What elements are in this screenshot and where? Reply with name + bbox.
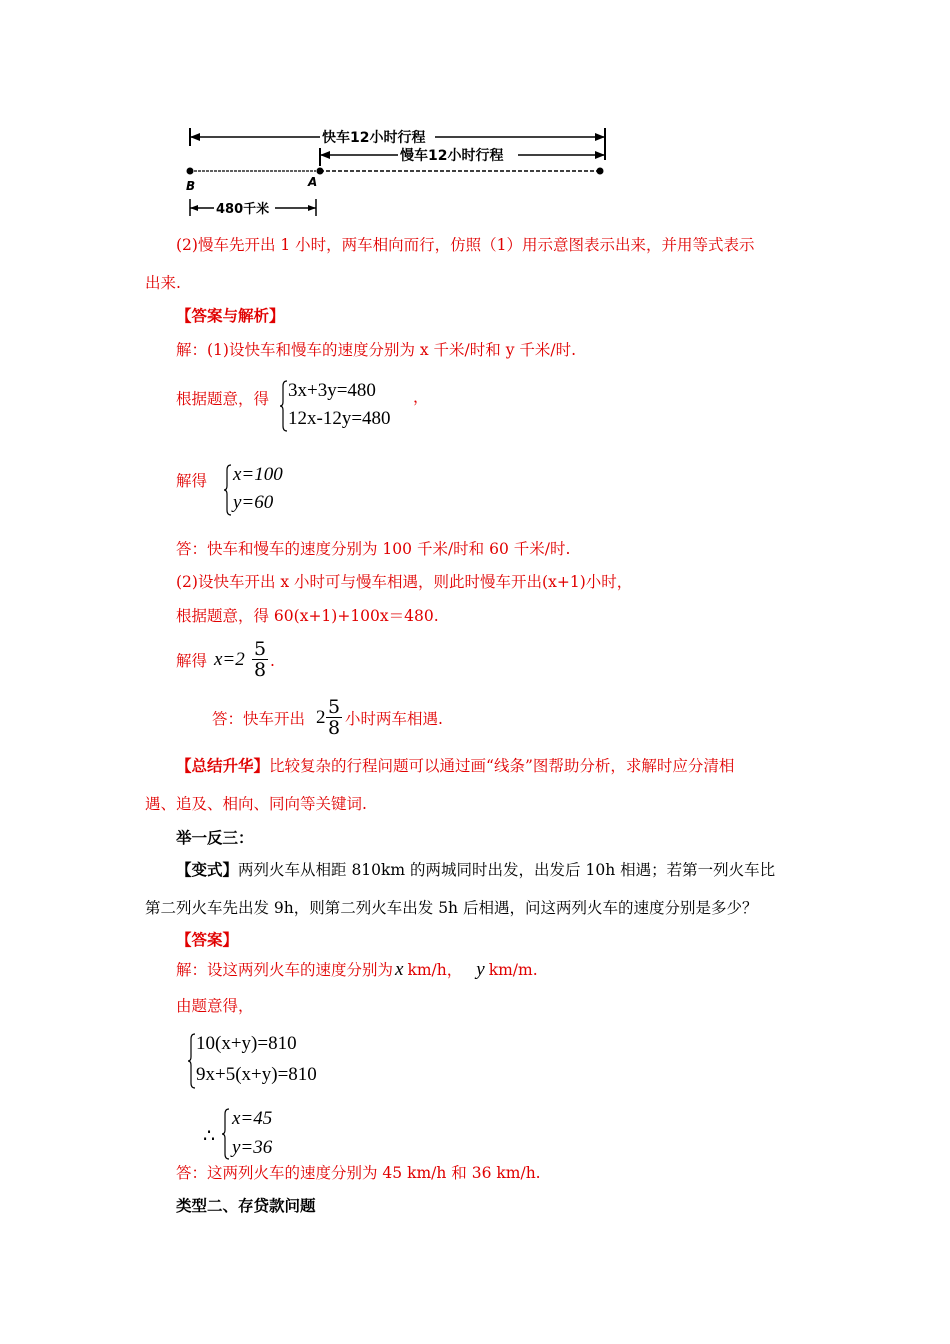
fast-car-label: 快车12小时行程 [322, 130, 426, 146]
fraction-denominator: 8 [254, 659, 267, 681]
mixed-fraction [250, 639, 270, 680]
equation-2: 12x-12y=480 [288, 408, 391, 429]
solution2-prefix: 解：设这两列火车的速度分别为 [176, 961, 394, 979]
solution-step-8-prefix: 答：快车开出 [212, 710, 306, 728]
left-brace [222, 1108, 230, 1160]
point-b-dot [187, 168, 194, 175]
fraction-numerator: 5 [328, 696, 341, 718]
part2-line1: (2)慢车先开出 1 小时，两车相向而行，仿照（1）用示意图表示出来，并用等式表示 [176, 236, 755, 254]
result2-x: x=45 [232, 1108, 273, 1129]
variant-text-1: 两列火车从相距 810km 的两城同时出发，出发后 10h 相遇；若第一列火车比 [238, 861, 776, 879]
point-a-label: A [308, 175, 318, 189]
distance-label: 480千米 [216, 202, 270, 217]
solution-step-7-suffix: . [270, 652, 275, 670]
var-x: x [395, 959, 404, 980]
solution-step-4: 答：快车和慢车的速度分别为 100 千米/时和 60 千米/时. [176, 540, 571, 558]
left-brace [224, 464, 232, 516]
part2-line2: 出来. [145, 274, 181, 292]
point-b-label: B [186, 179, 196, 193]
solution-step-2-prefix: 根据题意，得 [176, 390, 270, 408]
summary-tag: 【总结升华】 [176, 756, 270, 775]
solution-x-value: x=2 [214, 649, 245, 670]
therefore-symbol: ∴ [203, 1126, 216, 1147]
journey-diagram [180, 120, 620, 220]
solution-step-3-prefix: 解得 [176, 472, 208, 490]
system2-equation-2: 9x+5(x+y)=810 [196, 1064, 317, 1085]
summary-line-1 [176, 756, 734, 776]
variant-line-2: 第二列火车先出发 9h，则第二列火车出发 5h 后相遇，问这两列火车的速度分别是多少？ [145, 899, 758, 917]
result-y: y=60 [233, 492, 274, 513]
answer-fraction [324, 697, 344, 738]
summary-text-1: 比较复杂的行程问题可以通过画“线条”图帮助分析，求解时应分清相 [269, 757, 735, 775]
result-x: x=100 [233, 464, 283, 485]
end-dot [597, 168, 604, 175]
equation-1: 3x+3y=480 [288, 380, 376, 401]
var-y: y [476, 959, 485, 980]
variant-tag: 【变式】 [176, 860, 239, 879]
answer2-heading: 【答案】 [176, 930, 239, 949]
solution-step-5: (2)设快车开出 x 小时可与慢车相遇，则此时慢车开出(x+1)小时， [176, 573, 633, 591]
solution-step-6: 根据题意，得 60(x+1)+100x＝480. [176, 607, 439, 625]
left-brace [188, 1033, 196, 1089]
point-a-dot [317, 168, 324, 175]
fraction-denominator: 8 [328, 717, 341, 739]
type2-heading: 类型二、存贷款问题 [176, 1196, 316, 1215]
left-brace [280, 380, 288, 432]
equation-comma: ， [413, 388, 429, 406]
variant-line-1 [176, 860, 775, 880]
solution2-mid: km/h， [407, 961, 463, 979]
solution2-line-2: 由题意得， [176, 997, 254, 1015]
answer-integer-part: 2 [316, 707, 326, 728]
practice-heading: 举一反三： [176, 828, 254, 847]
solution2-line-1 [176, 960, 538, 980]
answer-heading: 【答案与解析】 [176, 306, 285, 325]
result2-y: y=36 [232, 1137, 273, 1158]
solution2-suffix: km/m. [488, 961, 538, 979]
system2-equation-1: 10(x+y)=810 [196, 1033, 297, 1054]
solution-step-8-suffix: 小时两车相遇. [345, 710, 443, 728]
solution-step-7-prefix: 解得 [176, 652, 208, 670]
fraction-numerator: 5 [254, 638, 267, 660]
slow-car-label: 慢车12小时行程 [400, 148, 504, 164]
solution2-line-3: 答：这两列火车的速度分别为 45 km/h 和 36 km/h. [176, 1164, 541, 1182]
solution-step-1: 解：(1)设快车和慢车的速度分别为 x 千米/时和 y 千米/时. [176, 341, 577, 359]
summary-line-2: 遇、追及、相向、同向等关键词. [145, 795, 367, 813]
